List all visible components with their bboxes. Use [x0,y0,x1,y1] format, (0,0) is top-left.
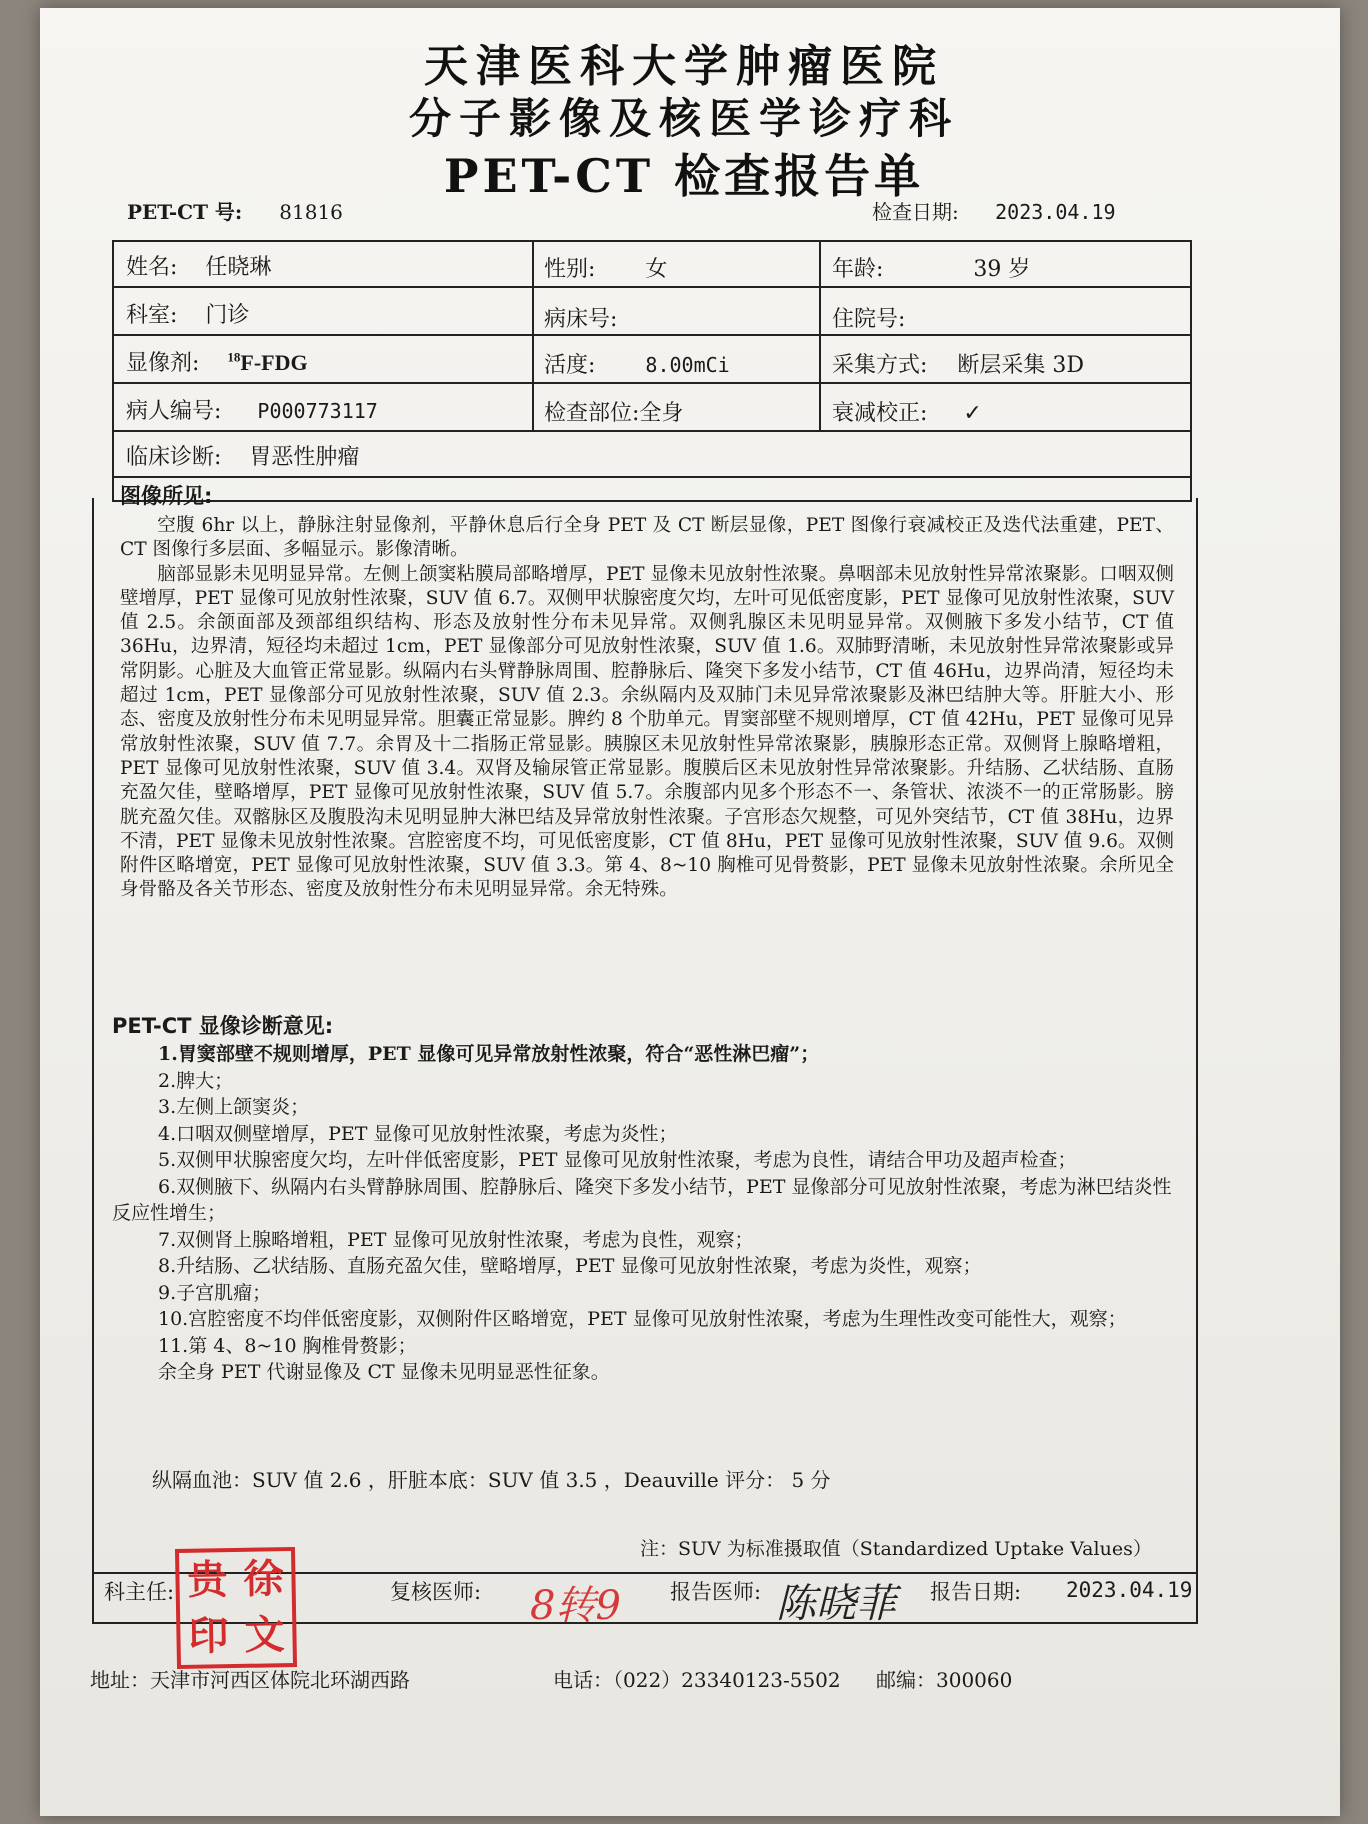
diagnosis-heading: PET-CT 显像诊断意见: [112,1014,334,1038]
findings-paragraph: 空腹 6hr 以上，静脉注射显像剂，平静休息后行全身 PET 及 CT 断层显像，PET 图像行衰减校正及迭代法重建，PET、CT 图像行多层面、多幅显示。影像清晰。 [120,515,1174,561]
inpatient-cell: 住院号: [832,307,906,332]
pet-ct-number [127,196,343,225]
diagnosis-item: 7.双侧肾上腺略增粗，PET 显像可见放射性浓聚，考虑为良性，观察； [158,1228,754,1251]
findings-heading: 图像所见: [120,484,213,508]
pet-ct-number-label: PET-CT 号: [127,200,243,224]
age-cell: 年龄: 39 岁 [832,257,1031,282]
findings-text [120,514,1174,903]
dept-cell: 科室: 门诊 [126,303,250,328]
diagnosis-item: 2.脾大； [158,1069,234,1092]
attenuation-cell: 衰减校正: ✓ [832,401,982,426]
report-title: PET-CT 检查报告单 [443,149,925,203]
patient-activity: 8.00mCi [645,353,730,377]
diagnosis-item: 4.口咽双侧壁增厚，PET 显像可见放射性浓聚，考虑为炎性； [158,1122,678,1145]
reviewer-signature: 8转9 [530,1583,621,1629]
patient-sex: 女 [645,257,668,282]
patient-age: 39 岁 [973,257,1031,282]
report-date: 2023.04.19 [1066,1578,1193,1602]
diagnosis-item: 6.双侧腋下、纵隔内右头臂静脉周围、腔静脉后、隆突下多发小结节，PET 显像部分可见放射性浓聚，考虑为淋巴结炎性反应性增生； [112,1175,1172,1224]
patient-name: 任晓琳 [205,255,272,280]
exam-date [872,196,1116,225]
findings-paragraph: 脑部显影未见明显异常。左侧上颌窦粘膜局部略增厚，PET 显像未见放射性浓聚。鼻咽部未见放射性异常浓聚影。口咽双侧壁增厚，PET 显像可见放射性浓聚，SUV 值 6.7。双侧甲状腺密度欠均，左叶可见低密度影，PET 显像可见放射性浓聚，SUV 值 2.5。余颌面部及颈部组织结构、形态及放射性分布未见异常。双侧乳腺区未见明显异常。双侧腋下多发小结节，CT 值 36Hu，边界清，短径均未超过 1cm，PET 显像部分可见放射性浓聚，SUV 值 1.6。双肺野清晰，未见放射性异常浓聚影或异常阴影。心脏及大血管正常显影。纵隔内右头臂静脉周围、腔静脉后、隆突下多发小结节，CT 值 46Hu，边界尚清，短径均未超过 1cm，PET 显像部分可见放射性浓聚，SUV 值 2.3。余纵隔内及双肺门未见异常浓聚影及淋巴结肿大等。肝脏大小、形态、密度及放射性分布未见明显异常。胆囊正常显影。脾约 8 个肋单元。胃窦部壁不规则增厚，CT 值 42Hu，PET 显像可见异常放射性浓聚，SUV 值 7.7。余胃及十二指肠正常显影。胰腺区未见放射性异常浓聚影，胰腺形态正常。双侧肾上腺略增粗，PET 显像可见放射性浓聚，SUV 值 3.4。双肾及输尿管正常显影。腹膜后区未见放射性异常浓聚影。升结肠、乙状结肠、直肠充盈欠佳，壁略增厚，PET 显像可见放射性浓聚，SUV 值 5.7。余腹部内见多个形态不一、条管状、浓淡不一的正常肠影。膀胱充盈欠佳。双髂脉区及腹股沟未见明显肿大淋巴结及异常放射性浓聚。子宫形态欠规整，可见外突结节，CT 值 38Hu，边界不清，PET 显像未见放射性浓聚。宫腔密度不均，可见低密度影，CT 值 8Hu，PET 显像可见放射性浓聚，SUV 值 9.6。双侧附件区略增宽，PET 显像可见放射性浓聚，SUV 值 3.3。第 4、8~10 胸椎可见骨赘影，PET 显像未见放射性浓聚。余所见全身骨骼及各关节形态、密度及放射性分布未见明显异常。余无特殊。 [120,563,1174,901]
clinical-dx-cell: 临床诊断: 胃恶性肿瘤 [126,445,360,470]
diagnosis-item: 9.子宫肌瘤； [158,1281,272,1304]
tracer-name: F-FDG [240,350,308,375]
attenuation-check-icon: ✓ [963,401,982,426]
site-cell: 检查部位:全身 [544,401,684,426]
hospital-name: 天津医科大学肿瘤医院 [424,41,944,92]
suv-note: 注：SUV 为标准摄取值（Standardized Uptake Values） [640,1538,1152,1560]
clinical-diagnosis: 胃恶性肿瘤 [249,445,360,470]
diagnosis-item: 11.第 4、8~10 胸椎骨赘影； [158,1334,417,1357]
diagnosis-item: 8.升结肠、乙状结肠、直肠充盈欠佳，壁略增厚，PET 显像可见放射性浓聚，考虑为炎性，观察； [158,1255,982,1277]
activity-cell: 活度: 8.00mCi [544,353,730,378]
sex-cell: 性别: 女 [544,257,668,282]
diagnosis-list [112,1041,1184,1386]
patient-id-cell: 病人编号: P000773117 [126,399,378,424]
pet-ct-number-value: 81816 [279,200,343,224]
exam-date-label: 检查日期: [872,200,959,224]
patient-dept: 门诊 [205,303,250,328]
name-cell: 姓名: 任晓琳 [126,255,272,280]
department-name: 分子影像及核医学诊疗科 [408,94,959,143]
reporter-label: 报告医师: [670,1580,762,1604]
phone: 电话：（022）23340123-5502 [553,1668,841,1692]
bed-cell: 病床号: [544,307,618,332]
address: 地址：天津市河西区体院北环湖西路 [90,1668,410,1692]
acquisition-mode: 断层采集 3D [957,353,1085,378]
exam-date-value: 2023.04.19 [995,200,1116,224]
report-date-label: 报告日期: [930,1580,1022,1604]
tracer-isotope: 18 [227,349,241,365]
postcode: 邮编：300060 [876,1668,1013,1692]
diagnosis-item: 10.宫腔密度不均伴低密度影，双侧附件区略增宽，PET 显像可见放射性浓聚，考虑为生理性改变可能性大，观察； [158,1308,1127,1330]
exam-site: 全身 [639,401,684,426]
tracer-cell: 显像剂: $^{18}$F-FDG [126,349,308,376]
director-label: 科主任: [104,1580,175,1604]
reference-values: 纵隔血池：SUV 值 2.6 ，肝脏本底：SUV 值 3.5 ，Deauville 评分： 5 分 [152,1468,831,1492]
diagnosis-item: 余全身 PET 代谢显像及 CT 显像未见明显恶性征象。 [158,1361,610,1383]
reviewer-label: 复核医师: [390,1580,482,1604]
patient-info-table [112,240,1192,502]
diagnosis-item: 1.胃窦部壁不规则增厚，PET 显像可见异常放射性浓聚，符合“恶性淋巴瘤”； [158,1043,820,1065]
patient-id: P000773117 [257,399,378,423]
diagnosis-item: 5.双侧甲状腺密度欠均，左叶伴低密度影，PET 显像可见放射性浓聚，考虑为良性，请结合甲功及超声检查； [158,1149,1077,1171]
reporter-signature: 陈晓菲 [776,1581,896,1627]
director-seal-stamp: 贵 徐 印 文 [175,1547,297,1669]
diagnosis-item: 3.左侧上颌窦炎； [158,1096,310,1118]
mode-cell: 采集方式: 断层采集 3D [832,353,1085,378]
